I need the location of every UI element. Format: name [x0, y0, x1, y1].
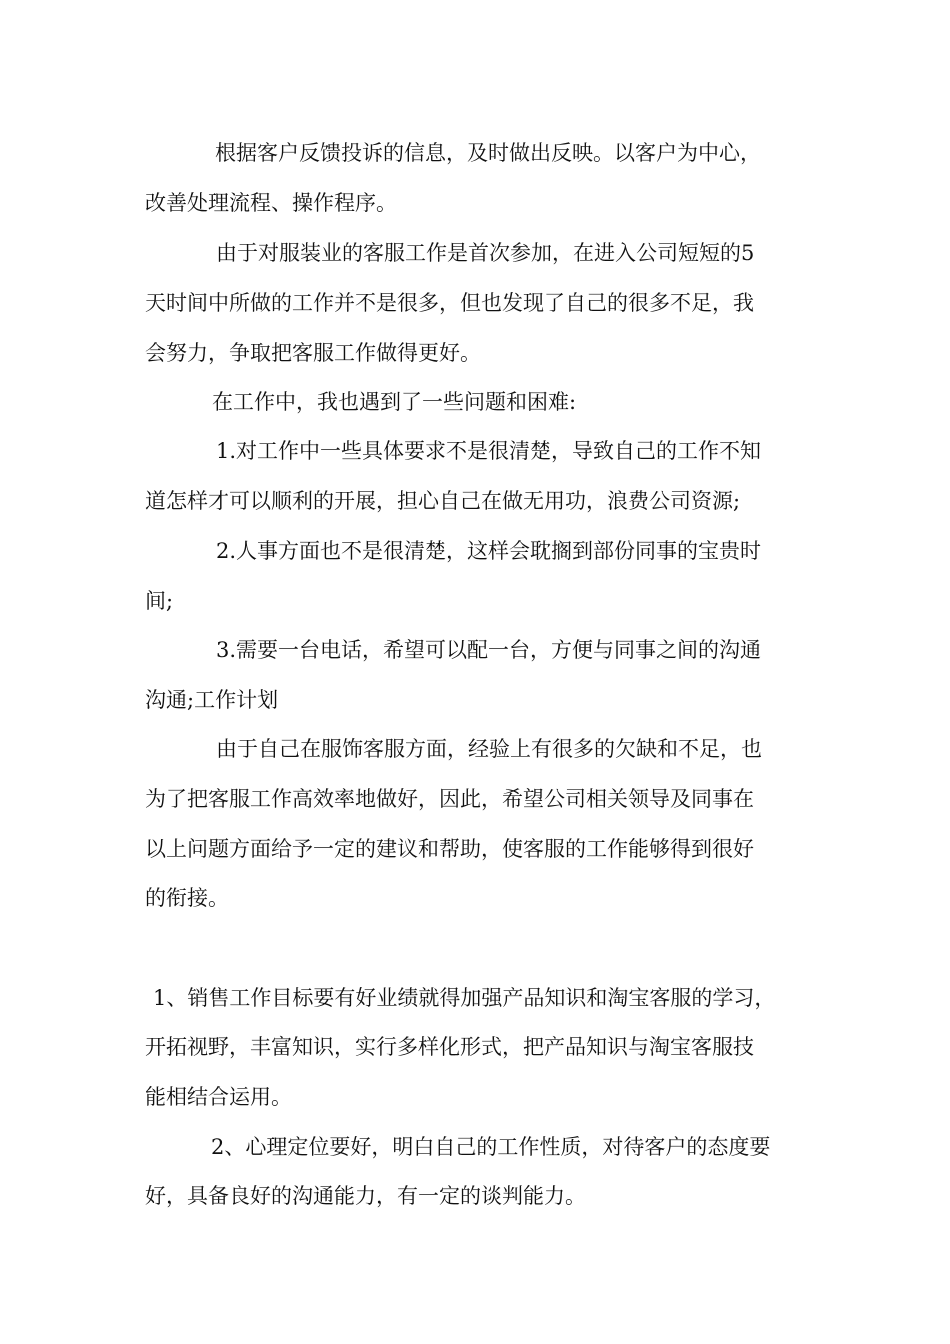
text-line: 开拓视野，丰富知识，实行多样化形式，把产品知识与淘宝客服技	[145, 1035, 754, 1059]
text-line: 天时间中所做的工作并不是很多，但也发现了自己的很多不足，我	[145, 291, 754, 315]
text-line: 以上问题方面给予一定的建议和帮助，使客服的工作能够得到很好	[145, 837, 754, 861]
text-line: 1、销售工作目标要有好业绩就得加强产品知识和淘宝客服的学习，	[153, 986, 776, 1010]
text-line: 3.需要一台电话，希望可以配一台，方便与同事之间的沟通	[216, 638, 762, 662]
text-line: 的衔接。	[145, 886, 229, 910]
text-line: 会努力，争取把客服工作做得更好。	[145, 341, 481, 365]
text-line: 1.对工作中一些具体要求不是很清楚，导致自己的工作不知	[216, 439, 762, 463]
text-line: 间;	[145, 589, 174, 613]
text-line: 道怎样才可以顺利的开展，担心自己在做无用功，浪费公司资源;	[145, 489, 741, 513]
text-line: 能相结合运用。	[145, 1085, 292, 1109]
text-line: 由于对服装业的客服工作是首次参加，在进入公司短短的5	[216, 241, 755, 265]
text-line: 2、心理定位要好，明白自己的工作性质，对待客户的态度要	[211, 1135, 771, 1159]
text-line: 根据客户反馈投诉的信息，及时做出反映。以客户为中心，	[215, 141, 761, 165]
text-line: 好，具备良好的沟通能力，有一定的谈判能力。	[145, 1184, 586, 1208]
text-line: 在工作中，我也遇到了一些问题和困难:	[212, 390, 577, 414]
text-line: 沟通;工作计划	[145, 688, 279, 712]
text-line: 由于自己在服饰客服方面，经验上有很多的欠缺和不足，也	[216, 737, 762, 761]
text-line: 2.人事方面也不是很清楚，这样会耽搁到部份同事的宝贵时	[216, 539, 762, 563]
text-line: 为了把客服工作高效率地做好，因此，希望公司相关领导及同事在	[145, 787, 754, 811]
text-line: 改善处理流程、操作程序。	[145, 191, 397, 215]
